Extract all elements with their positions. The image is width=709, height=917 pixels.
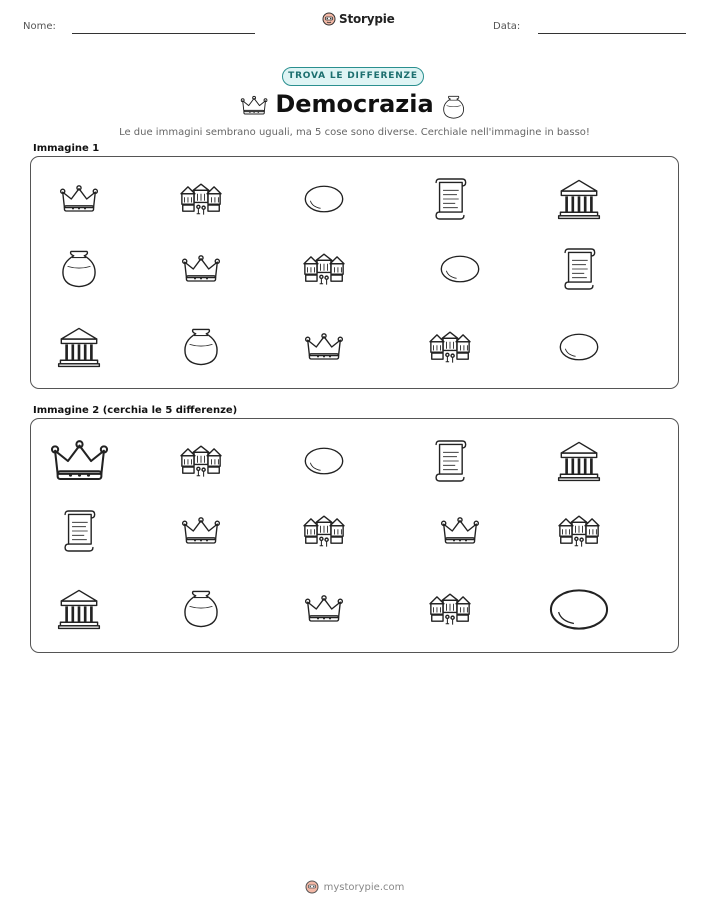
puzzle-1-cell-r3c5[interactable] — [539, 313, 619, 381]
puzzle-2-cell-r3c3[interactable] — [284, 575, 364, 643]
vase-icon[interactable] — [179, 324, 223, 370]
crown-icon[interactable] — [178, 251, 224, 287]
date-line[interactable] — [538, 33, 686, 34]
puzzle-1-cell-r1c2[interactable] — [161, 165, 241, 233]
market-icon[interactable] — [425, 327, 475, 367]
puzzle-1-cell-r3c1[interactable] — [39, 313, 119, 381]
temple-icon[interactable] — [555, 438, 603, 484]
scroll-icon[interactable] — [59, 508, 99, 554]
stone-icon[interactable] — [555, 330, 603, 364]
puzzle-2-cell-r2c5[interactable] — [539, 497, 619, 565]
puzzle-1-cell-r3c4[interactable] — [410, 313, 490, 381]
activity-badge: TROVA LE DIFFERENZE — [282, 67, 424, 86]
stone-icon[interactable] — [543, 584, 615, 635]
puzzle-2-panel — [30, 418, 679, 653]
vase-icon — [440, 93, 467, 122]
puzzle-1-cell-r2c3[interactable] — [284, 235, 364, 303]
instructions: Le due immagini sembrano uguali, ma 5 cose sono diverse. Cerchiale nell'immagine in basso! — [119, 127, 590, 138]
stone-icon[interactable] — [300, 182, 348, 216]
puzzle-2-cell-r1c3[interactable] — [284, 427, 364, 495]
puzzle-1-cell-r3c3[interactable] — [284, 313, 364, 381]
crown-icon[interactable] — [178, 513, 224, 549]
scroll-icon[interactable] — [430, 438, 470, 484]
stone-icon[interactable] — [300, 444, 348, 478]
puzzle-1-cell-r1c1[interactable] — [39, 165, 119, 233]
market-icon[interactable] — [554, 511, 604, 551]
puzzle-1-cell-r3c2[interactable] — [161, 313, 241, 381]
footer-mascot-icon — [305, 880, 319, 894]
logo-text: Storypie — [339, 12, 395, 26]
crown-icon[interactable] — [301, 329, 347, 365]
puzzle-2-cell-r1c2[interactable] — [161, 427, 241, 495]
name-line[interactable] — [72, 33, 255, 34]
market-icon[interactable] — [299, 249, 349, 289]
puzzle-2-cell-r3c1[interactable] — [39, 575, 119, 643]
puzzle-2-cell-r2c1[interactable] — [39, 497, 119, 565]
date-label: Data: — [493, 21, 521, 32]
temple-icon[interactable] — [55, 324, 103, 370]
footer — [0, 880, 709, 894]
puzzle-2-cell-r2c2[interactable] — [161, 497, 241, 565]
name-label: Nome: — [23, 21, 56, 32]
puzzle-1-cell-r2c1[interactable] — [39, 235, 119, 303]
vase-icon[interactable] — [179, 586, 223, 632]
puzzle-2-cell-r2c4[interactable] — [420, 497, 500, 565]
puzzle-1-cell-r2c5[interactable] — [539, 235, 619, 303]
puzzle-2-cell-r2c3[interactable] — [284, 497, 364, 565]
crown-icon[interactable] — [45, 434, 114, 488]
puzzle-2-cell-r3c2[interactable] — [161, 575, 241, 643]
puzzle-1-cell-r1c5[interactable] — [539, 165, 619, 233]
puzzle-1-label: Immagine 1 — [33, 143, 100, 154]
footer-link[interactable]: mystorypie.com — [323, 881, 405, 893]
market-icon[interactable] — [299, 511, 349, 551]
puzzle-2-cell-r3c5[interactable] — [539, 575, 619, 643]
crown-icon[interactable] — [56, 181, 102, 217]
puzzle-1-cell-r1c3[interactable] — [284, 165, 364, 233]
scroll-icon[interactable] — [430, 176, 470, 222]
puzzle-2-cell-r1c4[interactable] — [410, 427, 490, 495]
title-crown-icon — [238, 93, 270, 122]
puzzle-2-cell-r3c4[interactable] — [410, 575, 490, 643]
puzzle-1-cell-r2c4[interactable] — [420, 235, 500, 303]
puzzle-1-cell-r1c4[interactable] — [410, 165, 490, 233]
crown-icon — [238, 93, 270, 118]
storypie-logo — [322, 12, 395, 26]
market-icon[interactable] — [176, 179, 226, 219]
puzzle-1-panel — [30, 156, 679, 389]
puzzle-2-cell-r1c1[interactable] — [39, 427, 119, 495]
crown-icon[interactable] — [301, 591, 347, 627]
scroll-icon[interactable] — [559, 246, 599, 292]
stone-icon[interactable] — [436, 252, 484, 286]
temple-icon[interactable] — [555, 176, 603, 222]
puzzle-2-cell-r1c5[interactable] — [539, 427, 619, 495]
crown-icon[interactable] — [437, 513, 483, 549]
page-title: Democrazia — [275, 90, 434, 118]
puzzle-1-cell-r2c2[interactable] — [161, 235, 241, 303]
market-icon[interactable] — [425, 589, 475, 629]
vase-icon[interactable] — [57, 246, 101, 292]
storypie-mascot-icon — [322, 12, 336, 26]
temple-icon[interactable] — [55, 586, 103, 632]
market-icon[interactable] — [176, 441, 226, 481]
title-vase-icon — [440, 93, 467, 126]
puzzle-2-label: Immagine 2 (cerchia le 5 differenze) — [33, 405, 238, 416]
